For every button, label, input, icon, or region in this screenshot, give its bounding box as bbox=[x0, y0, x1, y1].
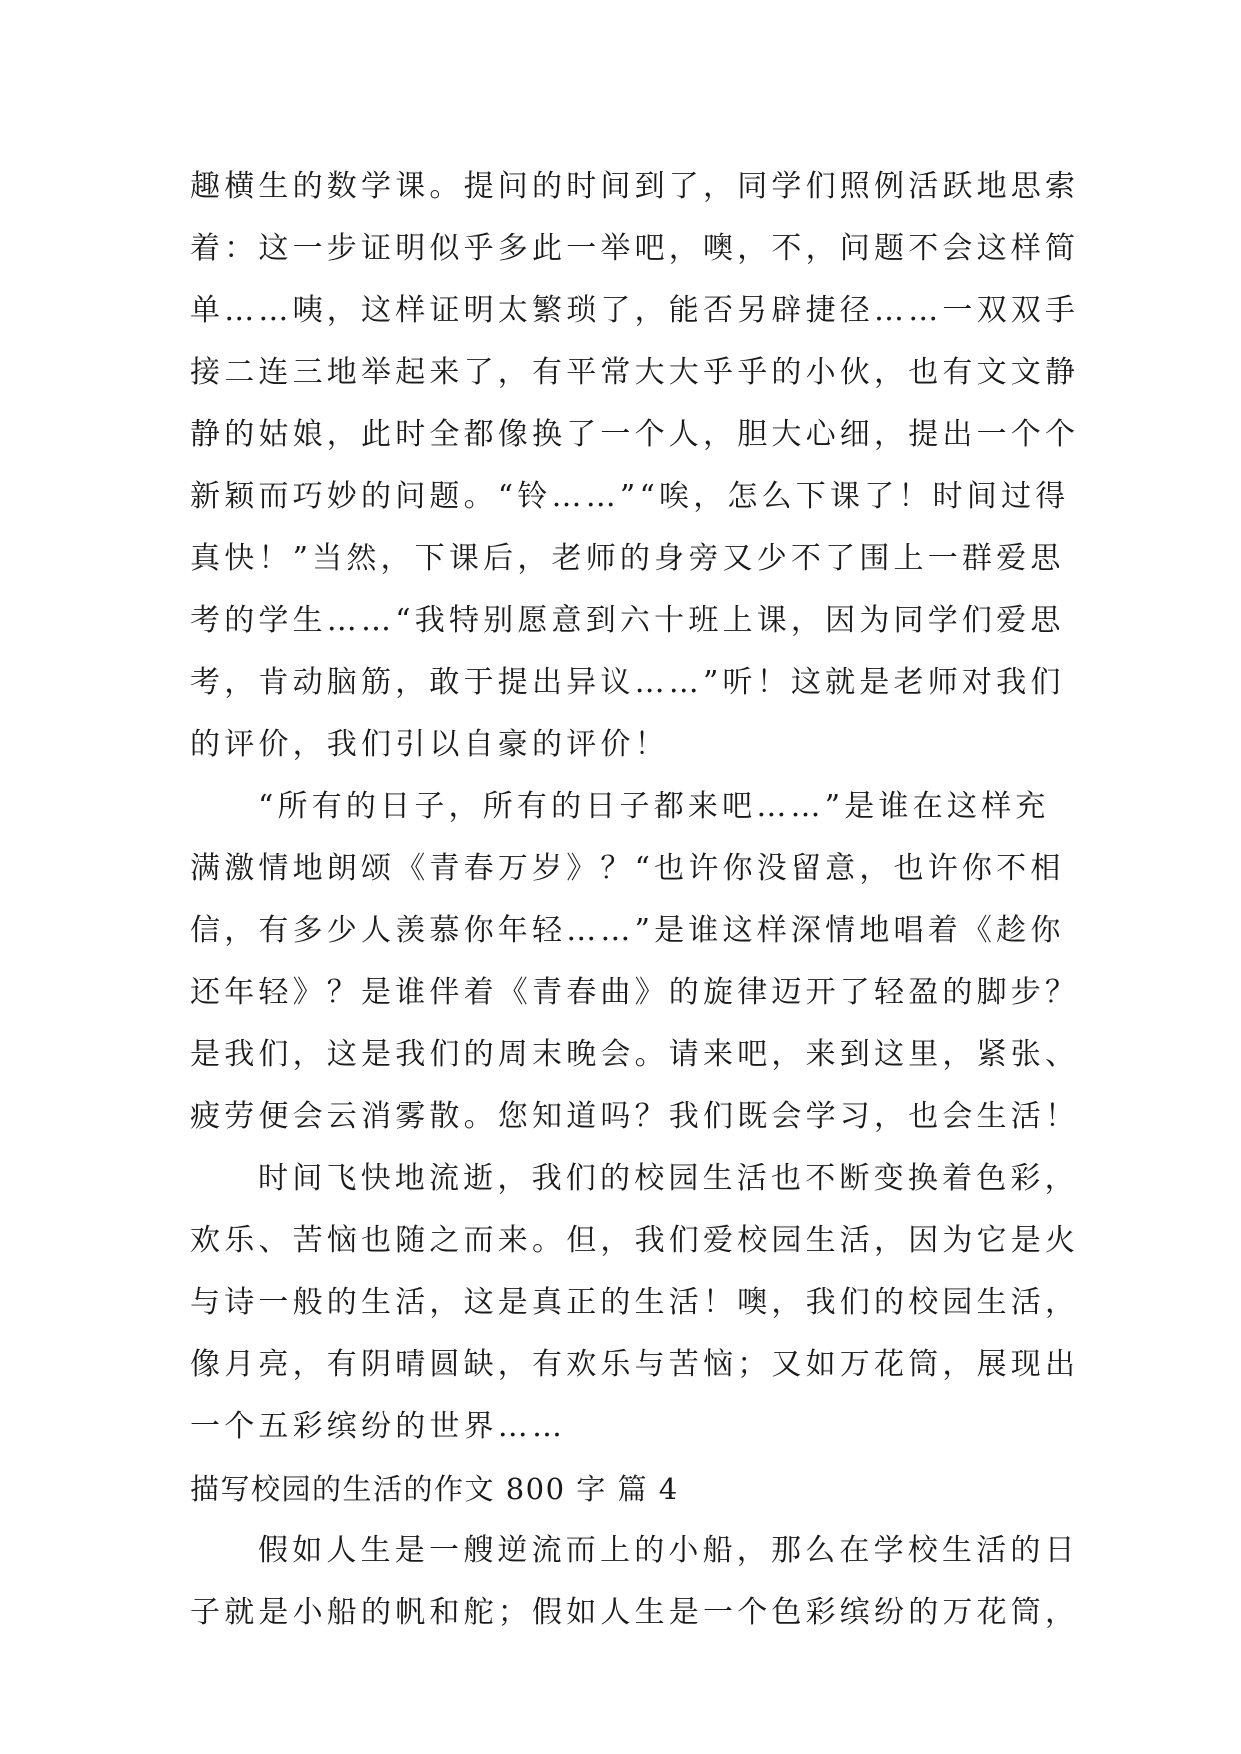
text-line: “所有的日子，所有的日子都来吧……”是谁在这样充 bbox=[258, 789, 1050, 824]
text-line: 信，有多少人羡慕你年轻……”是谁这样深情地唱着《趁你 bbox=[190, 913, 1065, 948]
section-heading: 描写校园的生活的作文 800 字 篇 4 bbox=[190, 1472, 679, 1506]
text-line: 是我们，这是我们的周末晚会。请来吧，来到这里，紧张、 bbox=[190, 1037, 1080, 1072]
paragraph-4 bbox=[190, 1520, 1080, 1644]
document-body bbox=[190, 156, 1080, 1644]
text-line: 新颖而巧妙的问题。“铃……”“唉，怎么下课了！时间过得 bbox=[190, 479, 1070, 514]
text-line: 假如人生是一艘逆流而上的小船，那么在学校生活的日 bbox=[258, 1533, 1079, 1568]
text-line: 真快！”当然，下课后，老师的身旁又少不了围上一群爱思 bbox=[190, 541, 1065, 576]
text-line: 与诗一般的生活，这是真正的生活！噢，我们的校园生活， bbox=[190, 1285, 1080, 1320]
text-line: 着：这一步证明似乎多此一举吧，噢，不，问题不会这样简 bbox=[190, 231, 1080, 266]
text-line: 满激情地朗颂《青春万岁》？“也许你没留意，也许你不相 bbox=[190, 851, 1065, 886]
text-line: 静的姑娘，此时全都像换了一个人，胆大心细，提出一个个 bbox=[190, 417, 1080, 452]
text-line: 一个五彩缤纷的世界…… bbox=[190, 1409, 567, 1444]
text-line: 考，肯动脑筋，敢于提出异议……”听！这就是老师对我们 bbox=[190, 665, 1065, 700]
text-line: 时间飞快地流逝，我们的校园生活也不断变换着色彩， bbox=[258, 1161, 1079, 1196]
text-line: 接二连三地举起来了，有平常大大乎乎的小伙，也有文文静 bbox=[190, 355, 1080, 390]
text-line: 还年轻》？是谁伴着《青春曲》的旋律迈开了轻盈的脚步？ bbox=[190, 975, 1080, 1010]
paragraph-2 bbox=[190, 776, 1080, 1148]
text-line: 的评价，我们引以自豪的评价！ bbox=[190, 727, 669, 762]
text-line: 像月亮，有阴晴圆缺，有欢乐与苦恼；又如万花筒，展现出 bbox=[190, 1347, 1080, 1382]
text-line: 趣横生的数学课。提问的时间到了，同学们照例活跃地思索 bbox=[190, 169, 1080, 204]
text-line: 单……咦，这样证明太繁琐了，能否另辟捷径……一双双手 bbox=[190, 293, 1080, 328]
text-line: 疲劳便会云消雾散。您知道吗？我们既会学习，也会生活！ bbox=[190, 1099, 1080, 1134]
paragraph-3 bbox=[190, 1148, 1080, 1458]
text-line: 考的学生……“我特别愿意到六十班上课，因为同学们爱思 bbox=[190, 603, 1065, 638]
text-line: 欢乐、苦恼也随之而来。但，我们爱校园生活，因为它是火 bbox=[190, 1223, 1080, 1258]
text-line: 子就是小船的帆和舵；假如人生是一个色彩缤纷的万花筒， bbox=[190, 1595, 1080, 1630]
paragraph-1 bbox=[190, 156, 1080, 776]
